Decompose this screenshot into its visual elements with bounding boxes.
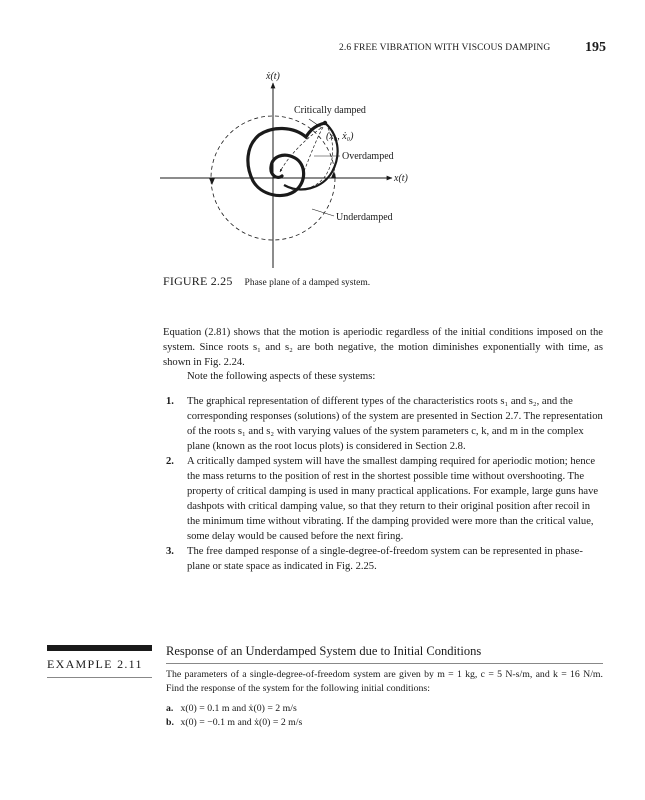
initial-point-marker (323, 121, 327, 125)
direction-arrow-left (209, 178, 215, 185)
example-body: The parameters of a single-degree-of-freedom system are given by m = 1 kg, c = 5 N-s/m, and k = 16 N/m. Find the response of the system for the following initial conditions: (166, 669, 603, 694)
list-item-text: The graphical representation of different types of the characteristics roots s₁ and s₂, and the corresponding responses (solutions) of the system are presented in Section 2.7. The representation of the roots s₁ and s₂ with varying values of the system parameters c, k, and m in the complex plane (known as the root locus plots) is considered in Section 2.8. (187, 396, 603, 452)
figure-caption (163, 272, 370, 290)
condition-text: x(0) = 0.1 m and ẋ(0) = 2 m/s (180, 703, 297, 714)
label-overdamped: Overdamped (342, 151, 394, 162)
example-bar (47, 645, 152, 651)
list-item-number: 2. (166, 456, 174, 467)
aspects-list (166, 394, 603, 574)
figure-caption-text: Phase plane of a damped system. (244, 278, 371, 288)
figure-caption-label: FIGURE 2.25 (163, 274, 233, 288)
underdamped-spiral (248, 123, 325, 196)
example-title: Response of an Underdamped System due to Initial Conditions (166, 644, 482, 658)
x-axis-label: x(t) (394, 173, 408, 184)
condition-text: x(0) = −0.1 m and ẋ(0) = 2 m/s (180, 717, 303, 728)
example-rule (166, 663, 603, 664)
list-item (166, 394, 603, 454)
page-number: 195 (585, 40, 606, 55)
condition-label: b. (166, 717, 174, 728)
list-item (166, 702, 302, 716)
example-conditions (166, 702, 302, 730)
list-item (166, 544, 603, 574)
condition-label: a. (166, 703, 174, 714)
list-item-text: A critically damped system will have the smallest damping required for aperiodic motion; hence the mass returns to the position of rest in the shortest possible time without overshooting. The property of critical damping is used in many practical applications. For example, large guns have dashpots with critical damping value, so that they return to their original position after recoil in the minimum time without vibrating. If the damping provided were more than the critical value, some delay would be caused before the next firing. (187, 456, 599, 542)
list-item (166, 454, 603, 544)
list-item-number: 3. (166, 546, 174, 557)
list-item-number: 1. (166, 396, 174, 407)
leader-underdamped (312, 209, 334, 216)
example-label: EXAMPLE 2.11 (47, 657, 143, 671)
y-axis-label: ẋ(t) (266, 71, 280, 82)
initial-point-label: (x₀, ẋ₀) (326, 131, 354, 142)
body-paragraph: Equation (2.81) shows that the motion is aperiodic regardless of the initial conditions imposed on the system. Since roots s₁ and s₂ are both negative, the motion diminishes exponentially with time, as shown in Fig. 2.24. (163, 327, 603, 368)
label-critically-damped: Critically damped (294, 105, 366, 116)
phase-plane-figure (160, 68, 420, 268)
note-line: Note the following aspects of these systems: (187, 371, 376, 382)
running-header: 2.6 FREE VIBRATION WITH VISCOUS DAMPING (339, 43, 551, 53)
example-left-rule (47, 677, 152, 678)
list-item (166, 716, 302, 730)
list-item-text: The free damped response of a single-degree-of-freedom system can be represented in phase-plane or state space as indicated in Fig. 2.25. (187, 546, 583, 572)
label-underdamped: Underdamped (336, 212, 393, 223)
